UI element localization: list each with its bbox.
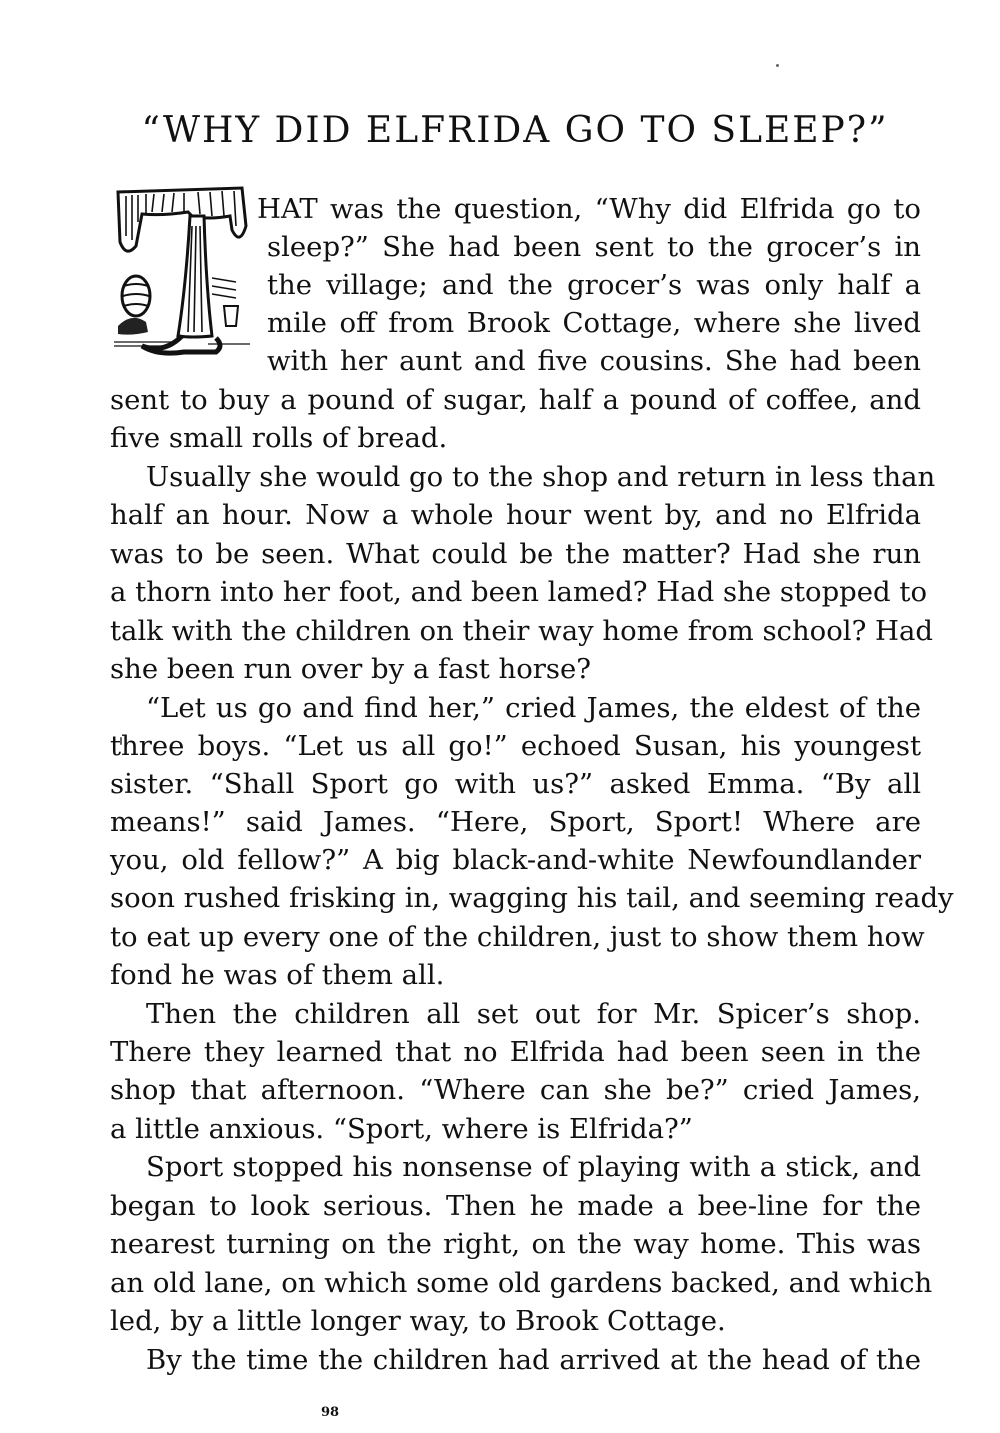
text-line: a little anxious. “Sport, where is Elfrida?”: [110, 1113, 693, 1145]
text-line: an old lane, on which some old gardens backed, and which: [110, 1267, 933, 1299]
text-line: five small rolls of bread.: [110, 422, 448, 454]
text-line: Sport stopped his nonsense of playing with a stick, and: [146, 1151, 921, 1183]
page-number: 98: [320, 1405, 340, 1420]
print-speck: [776, 64, 779, 67]
text-line: sleep?” She had been sent to the grocer’s in: [267, 231, 921, 263]
text-line: HAT was the question, “Why did Elfrida go to: [257, 193, 921, 225]
text-line: nearest turning on the right, on the way home. This was: [110, 1228, 921, 1260]
text-line: sister. “Shall Sport go with us?” asked Emma. “By all: [110, 768, 921, 800]
text-line: sent to buy a pound of sugar, half a pound of coffee, and: [110, 384, 921, 416]
text-line: By the time the children had arrived at the head of the: [146, 1344, 921, 1376]
text-line: was to be seen. What could be the matter? Had she run: [110, 538, 921, 570]
text-line: three boys. “Let us all go!” echoed Susan, his youngest: [110, 730, 921, 762]
drop-cap-t-icon: [112, 186, 252, 358]
text-line: a thorn into her foot, and been lamed? Had she stopped to: [110, 576, 928, 608]
text-line: soon rushed frisking in, wagging his tail, and seeming ready: [110, 882, 954, 914]
text-line: talk with the children on their way home from school? Had: [110, 615, 934, 647]
text-line: Usually she would go to the shop and return in less than: [146, 461, 936, 493]
text-line: shop that afternoon. “Where can she be?” cried James,: [110, 1074, 921, 1106]
text-line: she been run over by a fast horse?: [110, 653, 592, 685]
text-line: with her aunt and five cousins. She had been: [267, 345, 921, 377]
text-line: “Let us go and find her,” cried James, the eldest of the: [146, 692, 921, 724]
text-line: Then the children all set out for Mr. Spicer’s shop.: [146, 998, 921, 1030]
text-line: to eat up every one of the children, just to show them how: [110, 921, 925, 953]
text-line: half an hour. Now a whole hour went by, and no Elfrida: [110, 499, 921, 531]
text-line: the village; and the grocer’s was only half a: [267, 269, 921, 301]
text-line: There they learned that no Elfrida had been seen in the: [110, 1036, 921, 1068]
chapter-title: “WHY DID ELFRIDA GO TO SLEEP?”: [141, 110, 889, 151]
text-line: fond he was of them all.: [110, 959, 445, 991]
text-line: led, by a little longer way, to Brook Cottage.: [110, 1305, 726, 1337]
text-line: you, old fellow?” A big black-and-white Newfoundlander: [110, 844, 921, 876]
text-line: mile off from Brook Cottage, where she lived: [267, 307, 921, 339]
text-line: began to look serious. Then he made a bee-line for the: [110, 1190, 921, 1222]
text-line: means!” said James. “Here, Sport, Sport! Where are: [110, 806, 921, 838]
